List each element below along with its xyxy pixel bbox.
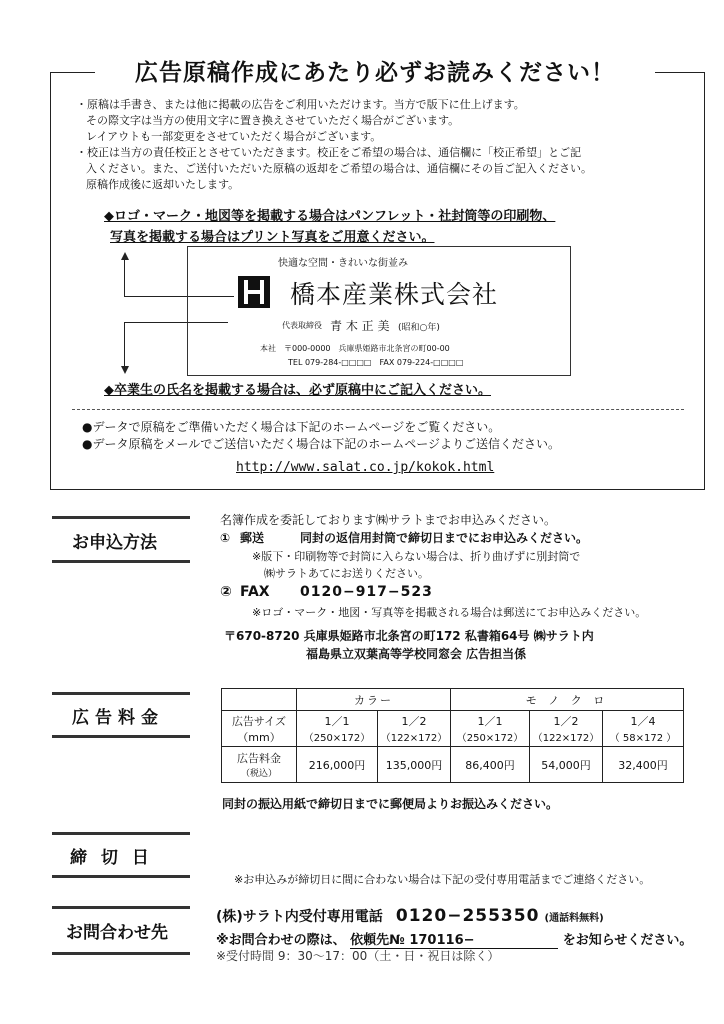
size-header: 広告サイズ （mm） [222,711,297,747]
section-rule [52,735,190,738]
mail-note: ※版下・印刷物等で封筒に入らない場合は、折り曲げずに別封筒で [252,550,581,563]
contact-phone-line [216,906,604,926]
price-cell: 135,000円 [378,747,451,783]
fax-heading: FAX [240,584,270,600]
price-cell: 86,400円 [451,747,530,783]
section-rule [52,832,190,835]
contact-phone-suffix: (通話料無料) [544,913,604,924]
fax-number-mark: ② [220,584,232,600]
postal-recipient: 福島県立双葉高等学校同窓会 広告担当係 [306,647,527,661]
data-note: ●データで原稿をご準備いただく場合は下記のホームページをご覧ください。 [82,420,501,434]
arrow-line [124,259,125,297]
sample-company-name: 橋本産業株式会社 [290,280,499,309]
sample-tagline: 快適な空間・きれいな街並み [278,258,408,269]
contact-phone-number[interactable]: 0120−255350 [395,906,540,926]
mail-heading: 郵送 [240,531,265,545]
size-cell: 1／1 （250×172） [451,711,530,747]
sample-address: 本社 〒000-0000 兵庫県姫路市北条宮の町00-00 [260,344,450,353]
sample-phone: TEL 079-284-□□□□ FAX 079-224-□□□□ [288,358,464,367]
section-rule [52,906,190,909]
section-rule [52,560,190,563]
fax-note: ※ロゴ・マーク・地図・写真等を掲載される場合は郵送にてお申込みください。 [252,606,647,619]
deadline-note: ※お申込みが締切日に間に合わない場合は下記の受付専用電話までご連絡ください。 [234,873,651,886]
dashed-divider [72,409,684,410]
homepage-link[interactable]: http://www.salat.co.jp/kokok.html [236,460,495,475]
color-group-header: カラー [297,689,451,711]
notice-line: ・校正は当方の責任校正とさせていただきます。校正をご希望の場合は、通信欄に「校正希望」とご記 [76,146,582,159]
contact-label: お問合わせ先 [66,923,168,943]
data-note: ●データ原稿をメールでご送信いただく場合は下記のホームページよりご送信ください。 [82,437,560,451]
logo-note: ◆ロゴ・マーク・地図等を掲載する場合はパンフレット・社封筒等の印刷物、 [104,209,556,224]
arrow-down-icon [121,366,129,374]
contact-ref-prefix: ※お問合わせの際は、 [216,933,346,948]
sample-rep-era: (昭和○年) [398,323,440,333]
mail-text: 同封の返信用封筒で締切日までにお申込みください。 [300,531,589,545]
size-cell: 1／2 （122×172） [378,711,451,747]
contact-phone-prefix: (株)サラト内受付専用電話 [216,909,383,925]
fax-number: 0120−917−523 [300,584,433,600]
price-cell: 54,000円 [530,747,603,783]
arrow-up-icon [121,252,129,260]
notice-line: その際文字は当方の使用文字に置き換えさせていただく場合がございます。 [86,114,460,127]
contact-ref-number: 依頼先№ 170116− [350,929,558,949]
fee-table [221,688,684,783]
notice-line: ・原稿は手書き、または他に掲載の広告をご利用いただけます。当方で版下に仕上げます。 [76,98,525,111]
arrow-line [124,322,125,366]
company-logo-icon [238,276,270,308]
section-rule [52,875,190,878]
contact-hours: ※受付時間 9：30〜17：00（土・日・祝日は除く） [216,949,500,963]
contact-ref-suffix: をお知らせください。 [562,933,693,948]
section-rule [52,692,190,695]
size-cell: 1／1 （250×172） [297,711,378,747]
mono-group-header: モ ノ ク ロ [451,689,684,711]
section-rule [52,516,190,519]
sample-rep-title: 代表取締役 [282,321,322,330]
fee-label: 広告料金 [72,708,164,728]
size-cell: 1／4 （ 58×172 ） [603,711,684,747]
size-cell: 1／2 （122×172） [530,711,603,747]
notice-line: 入ください。また、ご送付いただいた原稿の返却をご希望の場合は、通信欄にその旨ご記入ください。 [86,162,592,175]
deadline-label: 締 切 日 [70,848,153,868]
contact-ref-line [216,929,692,949]
photo-note: 写真を掲載する場合はプリント写真をご用意ください。 [110,230,435,245]
mail-number: ① [220,531,231,545]
fee-note: 同封の振込用紙で締切日までに郵便局よりお振込みください。 [222,797,559,811]
price-header: 広告料金 （税込） [222,747,297,783]
sample-rep-name: 青 木 正 美 [330,319,390,333]
fee-table-corner [222,689,297,711]
notice-line: 原稿作成後に返却いたします。 [86,178,240,191]
apply-intro: 名簿作成を委託しております㈱サラトまでお申込みください。 [220,513,557,527]
price-cell: 32,400円 [603,747,684,783]
apply-label: お申込方法 [72,533,157,553]
mail-note: ㈱サラトあてにお送りください。 [264,567,429,580]
graduate-note: ◆卒業生の氏名を掲載する場合は、必ず原稿中にご記入ください。 [104,383,491,398]
price-cell: 216,000円 [297,747,378,783]
postal-address: 〒670-8720 兵庫県姫路市北条宮の町172 私書箱64号 ㈱サラト内 [224,629,594,643]
notice-title: 広告原稿作成にあたり必ずお読みください！ [95,54,655,92]
notice-line: レイアウトも一部変更をさせていただく場合がございます。 [86,130,382,143]
section-rule [52,952,190,955]
